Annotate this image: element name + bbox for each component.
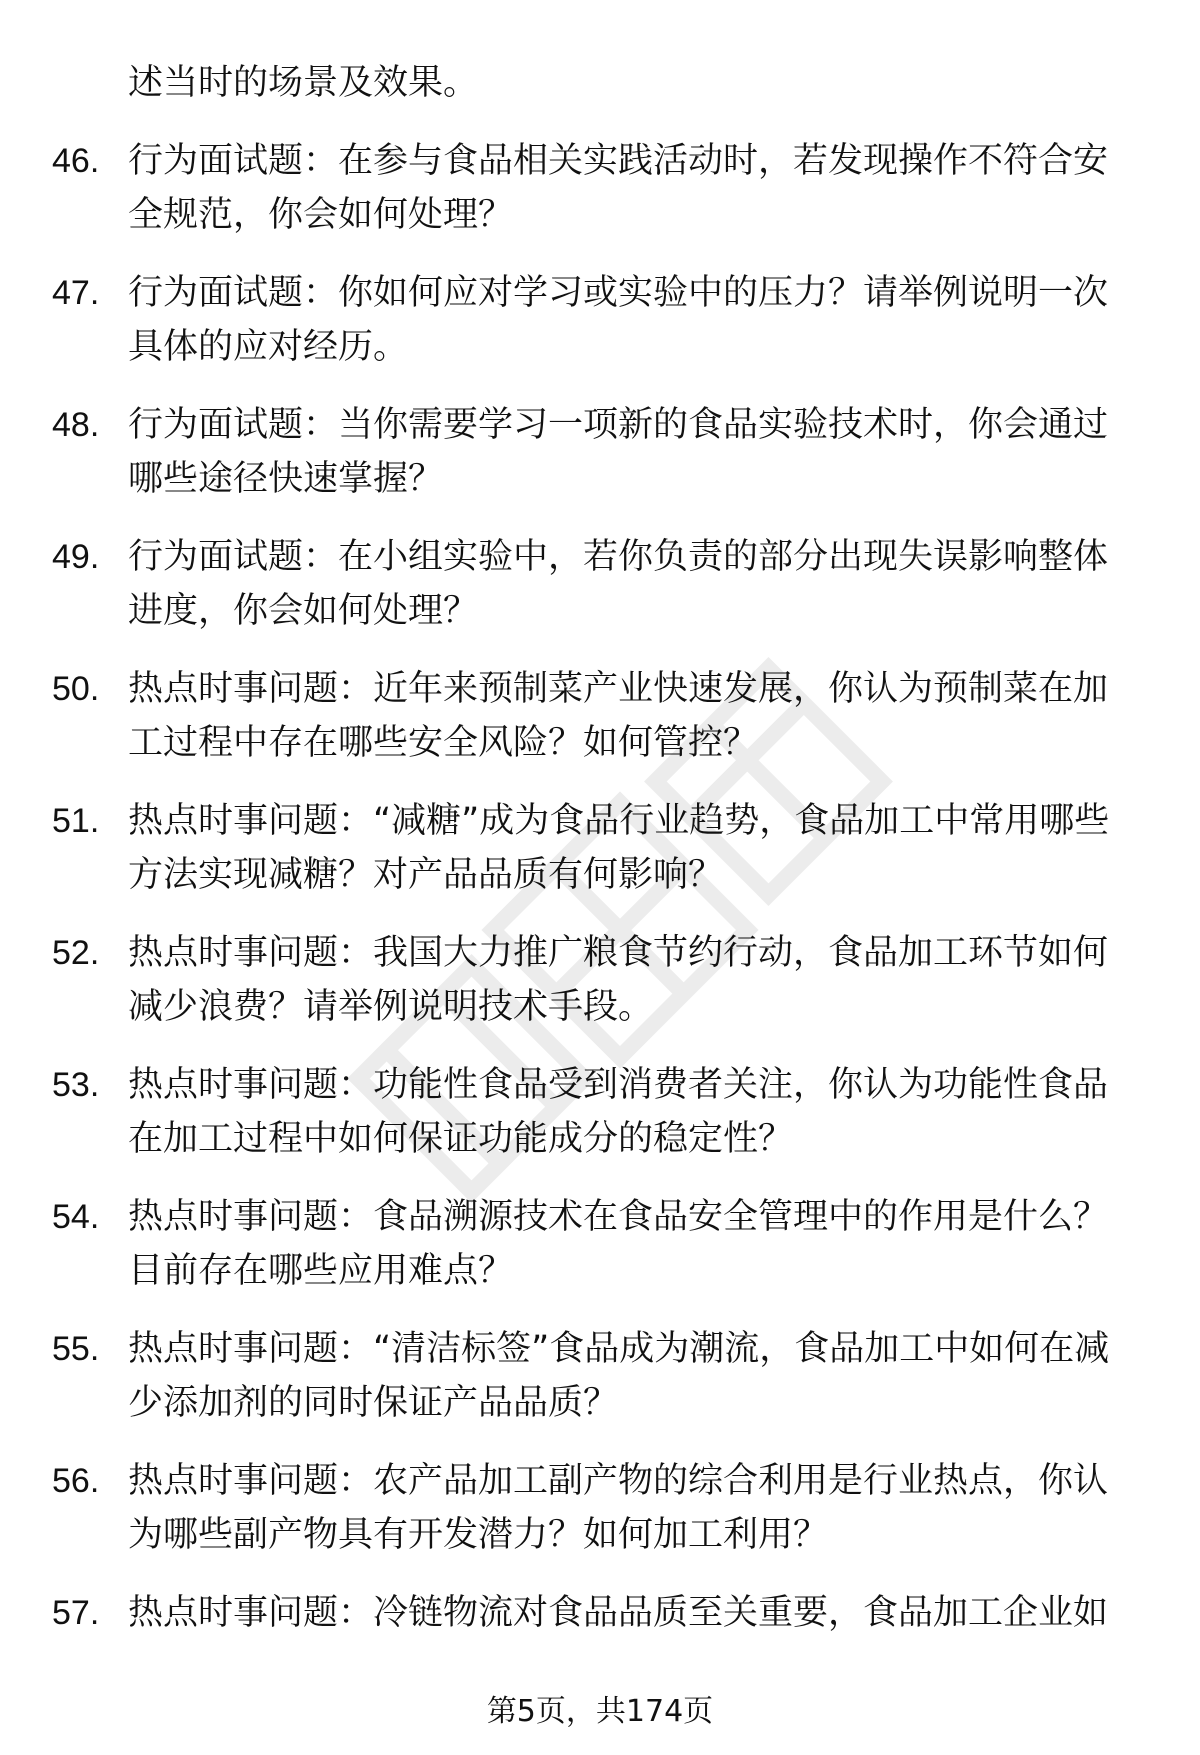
question-text: 热点时事问题：农产品加工副产物的综合利用是行业热点，你认为哪些副产物具有开发潜力？如何加工利用？ [128, 1461, 1109, 1555]
question-text: 热点时事问题：冷链物流对食品品质至关重要，食品加工企业如 [128, 1593, 1109, 1633]
question-item [0, 794, 1200, 902]
question-item [0, 1058, 1200, 1166]
question-list [0, 134, 1200, 1640]
question-text: 热点时事问题：近年来预制菜产业快速发展，你认为预制菜在加工过程中存在哪些安全风险？如何管控？ [128, 669, 1109, 763]
question-item [0, 1190, 1200, 1298]
question-number: 54. [52, 1198, 100, 1236]
question-text: 热点时事问题：我国大力推广粮食节约行动，食品加工环节如何减少浪费？请举例说明技术手段。 [128, 933, 1109, 1027]
question-item [0, 266, 1200, 374]
question-number: 56. [52, 1462, 100, 1500]
question-text: 行为面试题：当你需要学习一项新的食品实验技术时，你会通过哪些途径快速掌握？ [128, 405, 1109, 499]
question-item [0, 398, 1200, 506]
question-number: 57. [52, 1594, 100, 1632]
question-number: 48. [52, 406, 100, 444]
question-number: 51. [52, 802, 100, 840]
question-item [0, 530, 1200, 638]
question-item [0, 926, 1200, 1034]
question-text: 行为面试题：在参与食品相关实践活动时，若发现操作不符合安全规范，你会如何处理？ [128, 141, 1109, 235]
page-footer: 第5页，共174页 [486, 1694, 714, 1729]
question-item [0, 1454, 1200, 1562]
question-number: 46. [52, 142, 100, 180]
question-number: 53. [52, 1066, 100, 1104]
question-text: 行为面试题：你如何应对学习或实验中的压力？请举例说明一次具体的应对经历。 [128, 273, 1109, 367]
question-number: 47. [52, 274, 100, 312]
question-number: 52. [52, 934, 100, 972]
question-text: 热点时事问题：“减糖”成为食品行业趋势，食品加工中常用哪些方法实现减糖？对产品品质有何影响？ [128, 801, 1110, 895]
question-number: 50. [52, 670, 100, 708]
question-item [0, 1586, 1200, 1640]
question-item [0, 662, 1200, 770]
question-text: 热点时事问题：食品溯源技术在食品安全管理中的作用是什么？目前存在哪些应用难点？ [128, 1197, 1109, 1291]
question-item [0, 1322, 1200, 1430]
question-item [0, 134, 1200, 242]
content-area [0, 56, 1200, 1640]
question-text: 热点时事问题：功能性食品受到消费者关注，你认为功能性食品在加工过程中如何保证功能成分的稳定性？ [128, 1065, 1109, 1159]
question-number: 49. [52, 538, 100, 576]
question-text: 行为面试题：在小组实验中，若你负责的部分出现失误影响整体进度，你会如何处理？ [128, 537, 1109, 631]
question-number: 55. [52, 1330, 100, 1368]
continued-text: 述当时的场景及效果。 [128, 63, 479, 103]
question-text: 热点时事问题：“清洁标签”食品成为潮流，食品加工中如何在减少添加剂的同时保证产品品质？ [128, 1329, 1110, 1423]
